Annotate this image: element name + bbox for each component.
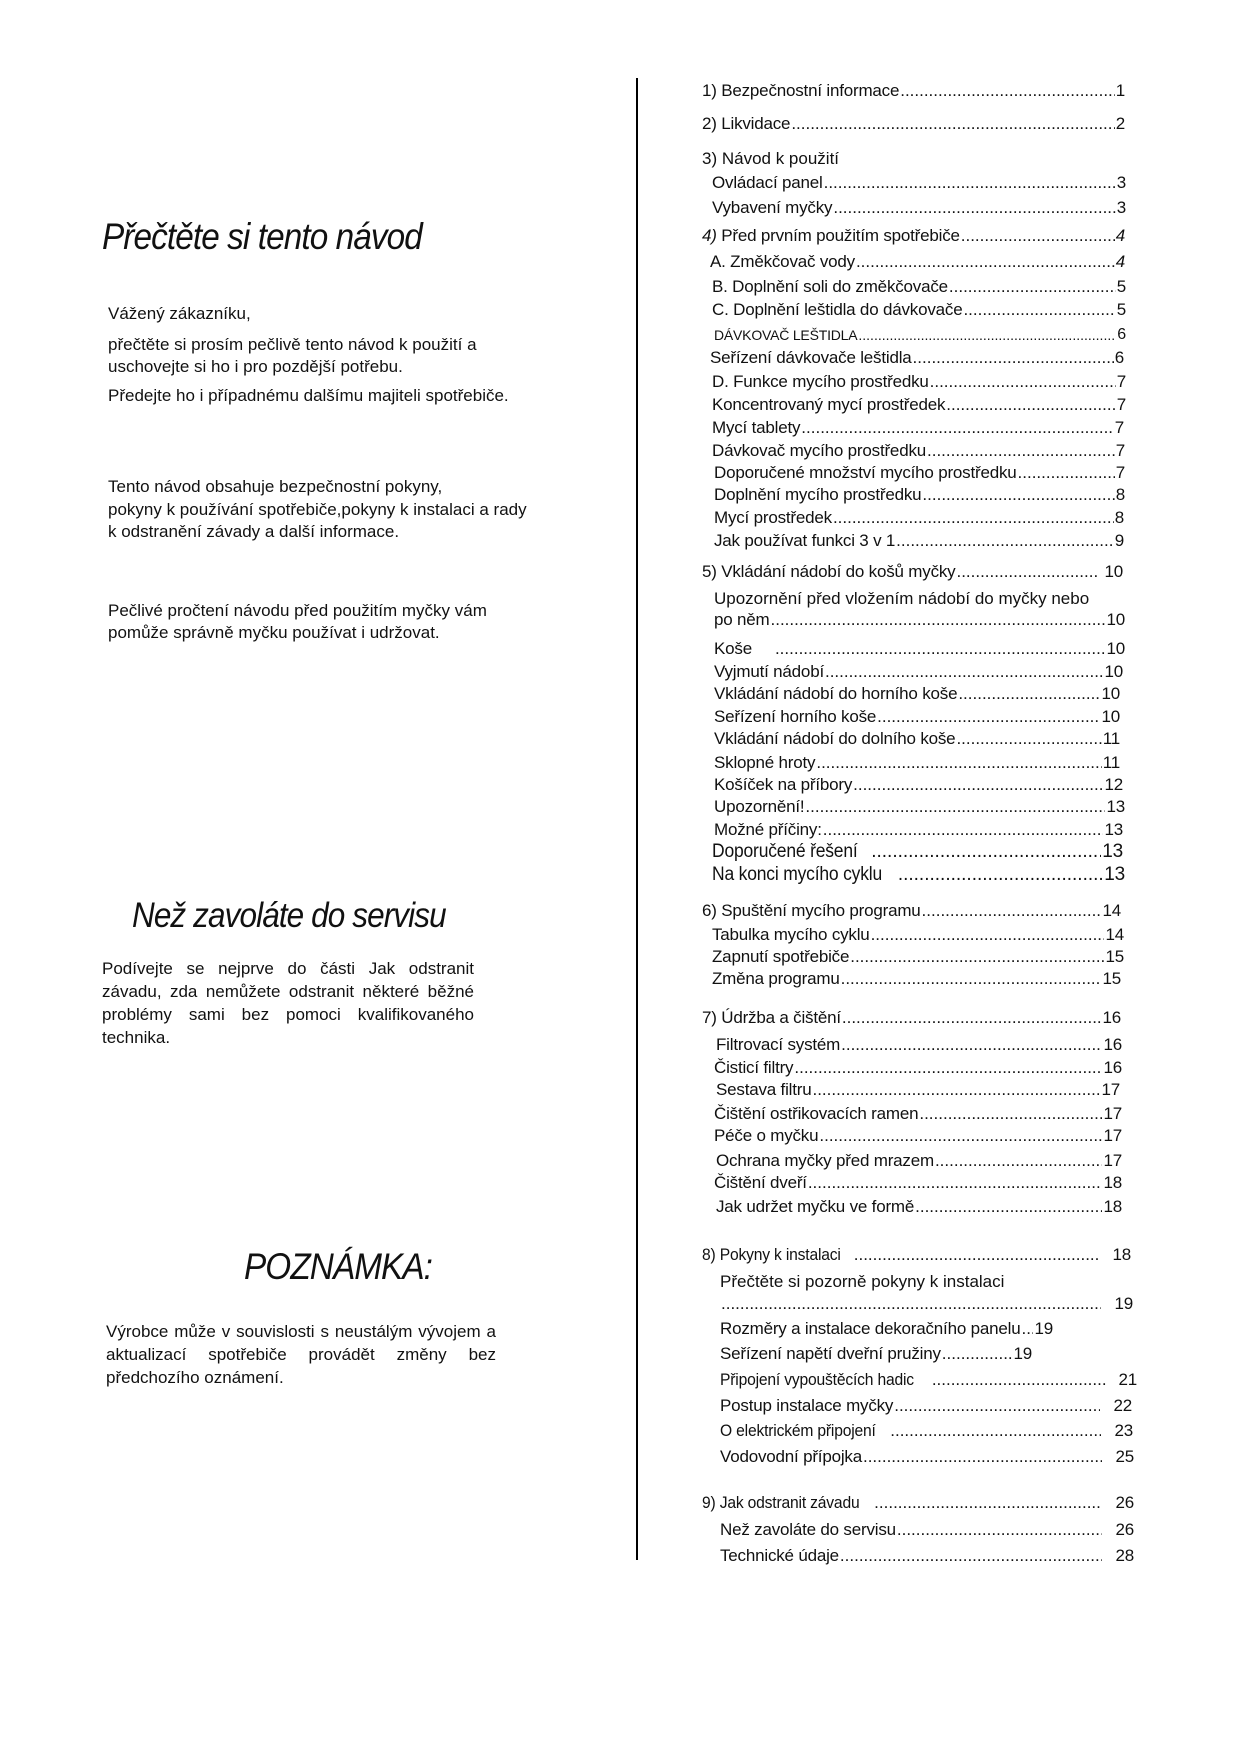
toc-label: 9) Jak odstranit závadu xyxy=(702,1493,860,1512)
toc-label: Košíček na příbory xyxy=(714,775,853,794)
toc-label: D. Funkce mycího prostředku xyxy=(712,372,929,391)
toc-entry[interactable] xyxy=(714,1126,1122,1146)
toc-entry[interactable] xyxy=(712,925,1124,945)
toc-label-continued[interactable]: Upozornění před vložením nádobí do myčky nebo xyxy=(714,589,1090,608)
toc-entry[interactable] xyxy=(714,797,1125,817)
toc-label: C. Doplnění leštidla do dávkovače xyxy=(712,300,963,319)
toc-entry[interactable] xyxy=(716,1151,1122,1171)
toc-label: Vodovodní přípojka xyxy=(720,1447,862,1466)
toc-label: Změna programu xyxy=(712,969,840,988)
toc-label: Doplnění mycího prostředku xyxy=(714,485,922,504)
toc-entry[interactable] xyxy=(702,901,1121,921)
toc-page: 7 xyxy=(1115,463,1125,482)
toc-page: 7 xyxy=(1115,441,1125,460)
toc-label: Péče o myčku xyxy=(714,1126,819,1145)
toc-page: 14 xyxy=(1105,925,1124,944)
toc-page: 18 xyxy=(1112,1245,1131,1264)
toc-label: Ovládací panel xyxy=(712,173,823,192)
title-read-manual: Přečtěte si tento návod xyxy=(102,216,422,257)
toc-page: 7 xyxy=(1114,418,1124,437)
toc-page: 7 xyxy=(1116,395,1126,414)
toc-page: 11 xyxy=(1102,729,1120,748)
toc-page: 19 xyxy=(1114,1294,1133,1313)
toc-label: Zapnutí spotřebiče xyxy=(712,947,850,966)
toc-entry[interactable] xyxy=(702,1245,1131,1265)
toc-label: 6) Spuštění mycího programu xyxy=(702,901,921,920)
toc-entry[interactable] xyxy=(714,610,1125,630)
toc-page: 15 xyxy=(1105,947,1124,966)
toc-page: 7 xyxy=(1116,372,1126,391)
toc-label: po něm xyxy=(714,610,770,629)
toc-label: 8) Pokyny k instalaci xyxy=(702,1245,841,1264)
title-before-service: Než zavoláte do servisu xyxy=(132,896,446,935)
toc-page: 10 xyxy=(1104,662,1123,681)
toc-page: 17 xyxy=(1103,1126,1122,1145)
greeting: Vážený zákazníku, xyxy=(108,304,251,323)
toc-page: 16 xyxy=(1103,1058,1122,1077)
toc-entry[interactable] xyxy=(720,1319,1122,1339)
toc-page: 5 xyxy=(1116,300,1126,319)
toc-page: 17 xyxy=(1103,1151,1122,1170)
toc-entry[interactable] xyxy=(702,1008,1121,1028)
toc-label: 1) Bezpečnostní informace xyxy=(702,81,900,100)
toc-entry[interactable] xyxy=(702,114,1125,134)
toc-page: 2 xyxy=(1115,114,1125,133)
intro-line-1: přečtěte si prosím pečlivě tento návod k použití a xyxy=(108,335,477,354)
intro-line-3: Předejte ho i případnému dalšímu majiteli spotřebiče. xyxy=(108,386,509,405)
toc-entry[interactable] xyxy=(714,820,1123,840)
toc-page: 26 xyxy=(1115,1520,1134,1539)
toc-entry[interactable] xyxy=(714,775,1123,795)
toc-page: 10 xyxy=(1101,684,1120,703)
toc-entry[interactable] xyxy=(714,753,1120,773)
toc-label: Doporučené řešení xyxy=(712,841,858,862)
toc-label: Vkládání nádobí do horního koše xyxy=(714,684,958,703)
contents-line-1: Tento návod obsahuje bezpečnostní pokyny, xyxy=(108,477,443,496)
toc-entry[interactable] xyxy=(712,842,1123,862)
toc-entry[interactable] xyxy=(716,1080,1120,1100)
toc-label: DÁVKOVAČ LEŠTIDLA xyxy=(714,327,858,343)
toc-page: 18 xyxy=(1103,1197,1122,1216)
toc-label: Sklopné hroty xyxy=(714,753,816,772)
toc-page: 26 xyxy=(1115,1493,1134,1512)
toc-entry[interactable] xyxy=(712,441,1125,461)
toc-entry[interactable] xyxy=(720,1344,1032,1364)
toc-label: Sestava filtru xyxy=(716,1080,812,1099)
contents-line-2: pokyny k používání spotřebiče,pokyny k instalaci a rady xyxy=(108,500,527,519)
toc-entry[interactable] xyxy=(712,395,1126,415)
toc-entry[interactable] xyxy=(714,1173,1122,1193)
toc-label: Čisticí filtry xyxy=(714,1058,794,1077)
toc-label: Seřízení dávkovače leštidla xyxy=(710,348,912,367)
toc-entry[interactable] xyxy=(712,277,1126,297)
toc-label: 7) Údržba a čištění xyxy=(702,1008,841,1027)
column-divider xyxy=(636,78,638,1560)
toc-page: 10 xyxy=(1106,639,1125,658)
toc-entry[interactable] xyxy=(714,463,1125,483)
toc-entry[interactable] xyxy=(720,1520,1134,1540)
toc-label: Seřízení horního koše xyxy=(714,707,877,726)
toc-entry[interactable] xyxy=(702,81,1125,101)
toc-label: 2) Likvidace xyxy=(702,114,791,133)
toc-label: Čištění dveří xyxy=(714,1173,807,1192)
toc-page: 4 xyxy=(1115,252,1125,271)
reading-line-1: Pečlivé pročtení návodu před použitím myčky vám xyxy=(108,601,487,620)
toc-label: Ochrana myčky před mrazem xyxy=(716,1151,934,1170)
toc-label: Technické údaje xyxy=(720,1546,839,1565)
toc-page: 16 xyxy=(1103,1035,1122,1054)
toc-page: 23 xyxy=(1114,1421,1133,1440)
toc-page: 22 xyxy=(1113,1396,1132,1415)
toc-entry[interactable] xyxy=(710,348,1124,368)
toc-section-heading[interactable]: 3) Návod k použití xyxy=(702,149,840,168)
toc-label: A. Změkčovač vody xyxy=(710,252,855,271)
toc-entry[interactable] xyxy=(714,1058,1122,1078)
toc-entry[interactable] xyxy=(720,1370,1137,1390)
toc-entry[interactable] xyxy=(720,1294,1133,1314)
intro-line-2: uschovejte si ho i pro pozdější potřebu. xyxy=(108,357,403,376)
toc-entry[interactable] xyxy=(714,639,1125,659)
toc-label: Než zavoláte do servisu xyxy=(720,1520,896,1539)
contents-line-3: k odstranění závady a další informace. xyxy=(108,522,400,541)
toc-entry[interactable] xyxy=(712,198,1126,218)
toc-entry[interactable] xyxy=(714,662,1123,682)
toc-page: 19 xyxy=(1034,1319,1053,1338)
toc-entry[interactable] xyxy=(712,418,1124,438)
toc-label-continued[interactable]: Přečtěte si pozorně pokyny k instalaci xyxy=(720,1272,1005,1291)
before-service-text: Podívejte se nejprve do části Jak odstranit závadu, zda nemůžete odstranit některé běžné problémy sami bez pomoci kvalifikovaného technika. xyxy=(102,959,474,1047)
toc-page: 21 xyxy=(1118,1370,1137,1389)
toc-page: 28 xyxy=(1115,1546,1134,1565)
toc-entry[interactable] xyxy=(702,1493,1134,1513)
toc-page: 13 xyxy=(1106,797,1125,816)
toc-entry[interactable] xyxy=(716,1035,1122,1055)
toc-label: Vybavení myčky xyxy=(712,198,833,217)
toc-page: 10 xyxy=(1104,562,1123,581)
toc-page: 13 xyxy=(1104,864,1125,885)
toc-page: 18 xyxy=(1103,1173,1122,1192)
toc-entry[interactable] xyxy=(714,531,1124,551)
toc-label: Před prvním použitím spotřebiče xyxy=(721,226,960,245)
toc-page: 8 xyxy=(1115,485,1125,504)
toc-entry[interactable] xyxy=(714,729,1120,749)
toc-label: Možné příčiny: xyxy=(714,820,822,839)
toc-label: B. Doplnění soli do změkčovače xyxy=(712,277,948,296)
title-note: POZNÁMKA: xyxy=(244,1246,433,1287)
toc-page: 6 xyxy=(1114,348,1124,367)
toc-page: 17 xyxy=(1101,1080,1120,1099)
toc-label: Upozornění! xyxy=(714,797,805,816)
toc-label: Dávkovač mycího prostředku xyxy=(712,441,926,460)
toc-page: 8 xyxy=(1114,508,1124,527)
toc-label: Filtrovací systém xyxy=(716,1035,841,1054)
toc-label: Čištění ostřikovacích ramen xyxy=(714,1104,919,1123)
toc-page: 11 xyxy=(1102,753,1120,772)
toc-page: 17 xyxy=(1103,1104,1122,1123)
toc-entry[interactable] xyxy=(702,562,1123,582)
toc-entry[interactable] xyxy=(712,372,1126,392)
toc-label: Jak používat funkci 3 v 1 xyxy=(714,531,896,550)
toc-page: 6 xyxy=(1117,326,1126,343)
toc-label: Mycí prostředek xyxy=(714,508,832,527)
toc-label: O elektrickém připojení xyxy=(720,1421,876,1440)
toc-label: Vyjmutí nádobí xyxy=(714,662,824,681)
toc-number: 4) xyxy=(702,226,717,245)
toc-page: 13 xyxy=(1102,841,1123,862)
toc-entry[interactable] xyxy=(712,947,1124,967)
toc-entry[interactable] xyxy=(710,252,1125,272)
toc-page: 16 xyxy=(1102,1008,1121,1027)
toc-entry[interactable] xyxy=(716,1197,1122,1217)
toc-page: 10 xyxy=(1101,707,1120,726)
toc-label: Připojení vypouštěcích hadic xyxy=(720,1370,914,1389)
toc-page: 1 xyxy=(1115,81,1125,100)
toc-entry[interactable] xyxy=(714,684,1120,704)
toc-page: 3 xyxy=(1116,173,1126,192)
toc-page: 13 xyxy=(1104,820,1123,839)
toc-page: 25 xyxy=(1115,1447,1134,1466)
toc-page: 9 xyxy=(1114,531,1124,550)
toc-label: Vkládání nádobí do dolního koše xyxy=(714,729,956,748)
toc-entry[interactable] xyxy=(712,865,1125,885)
toc-page: 5 xyxy=(1116,277,1126,296)
toc-entry[interactable] xyxy=(702,226,1125,246)
toc-label: Mycí tablety xyxy=(712,418,801,437)
toc-entry[interactable] xyxy=(714,485,1125,505)
toc-page: 12 xyxy=(1104,775,1123,794)
toc-entry[interactable] xyxy=(720,1447,1134,1467)
toc-page: 4 xyxy=(1115,226,1125,245)
toc-entry[interactable] xyxy=(714,707,1120,727)
toc-page: 10 xyxy=(1106,610,1125,629)
toc-page: 19 xyxy=(1013,1344,1032,1363)
reading-line-2: pomůže správně myčku používat i udržovat. xyxy=(108,623,440,642)
toc-label: Koncentrovaný mycí prostředek xyxy=(712,395,946,414)
toc-entry[interactable] xyxy=(712,173,1126,193)
toc-entry[interactable] xyxy=(714,508,1124,528)
toc-label: Postup instalace myčky xyxy=(720,1396,894,1415)
toc-entry[interactable] xyxy=(720,1421,1133,1441)
toc-entry[interactable] xyxy=(714,325,1126,345)
toc-page: 15 xyxy=(1102,969,1121,988)
toc-label: Rozměry a instalace dekoračního panelu xyxy=(720,1319,1021,1338)
toc-label: Seřízení napětí dveřní pružiny xyxy=(720,1344,941,1363)
toc-label: Na konci mycího cyklu xyxy=(712,864,883,885)
toc-entry[interactable] xyxy=(714,1104,1122,1124)
toc-page: 14 xyxy=(1102,901,1121,920)
toc-page: 3 xyxy=(1116,198,1126,217)
toc-entry[interactable] xyxy=(712,300,1126,320)
toc-entry[interactable] xyxy=(720,1396,1132,1416)
toc-label: 5) Vkládání nádobí do košů myčky xyxy=(702,562,956,581)
toc-label: Jak udržet myčku ve formě xyxy=(716,1197,915,1216)
toc-entry[interactable] xyxy=(720,1546,1134,1566)
note-text: Výrobce může v souvislosti s neustálým vývojem a aktualizací spotřebiče provádět změny bez předchozího oznámení. xyxy=(106,1322,496,1387)
toc-entry[interactable] xyxy=(712,969,1121,989)
toc-label: Doporučené množství mycího prostředku xyxy=(714,463,1017,482)
toc-label: Tabulka mycího cyklu xyxy=(712,925,870,944)
toc-label: Koše xyxy=(714,639,752,658)
